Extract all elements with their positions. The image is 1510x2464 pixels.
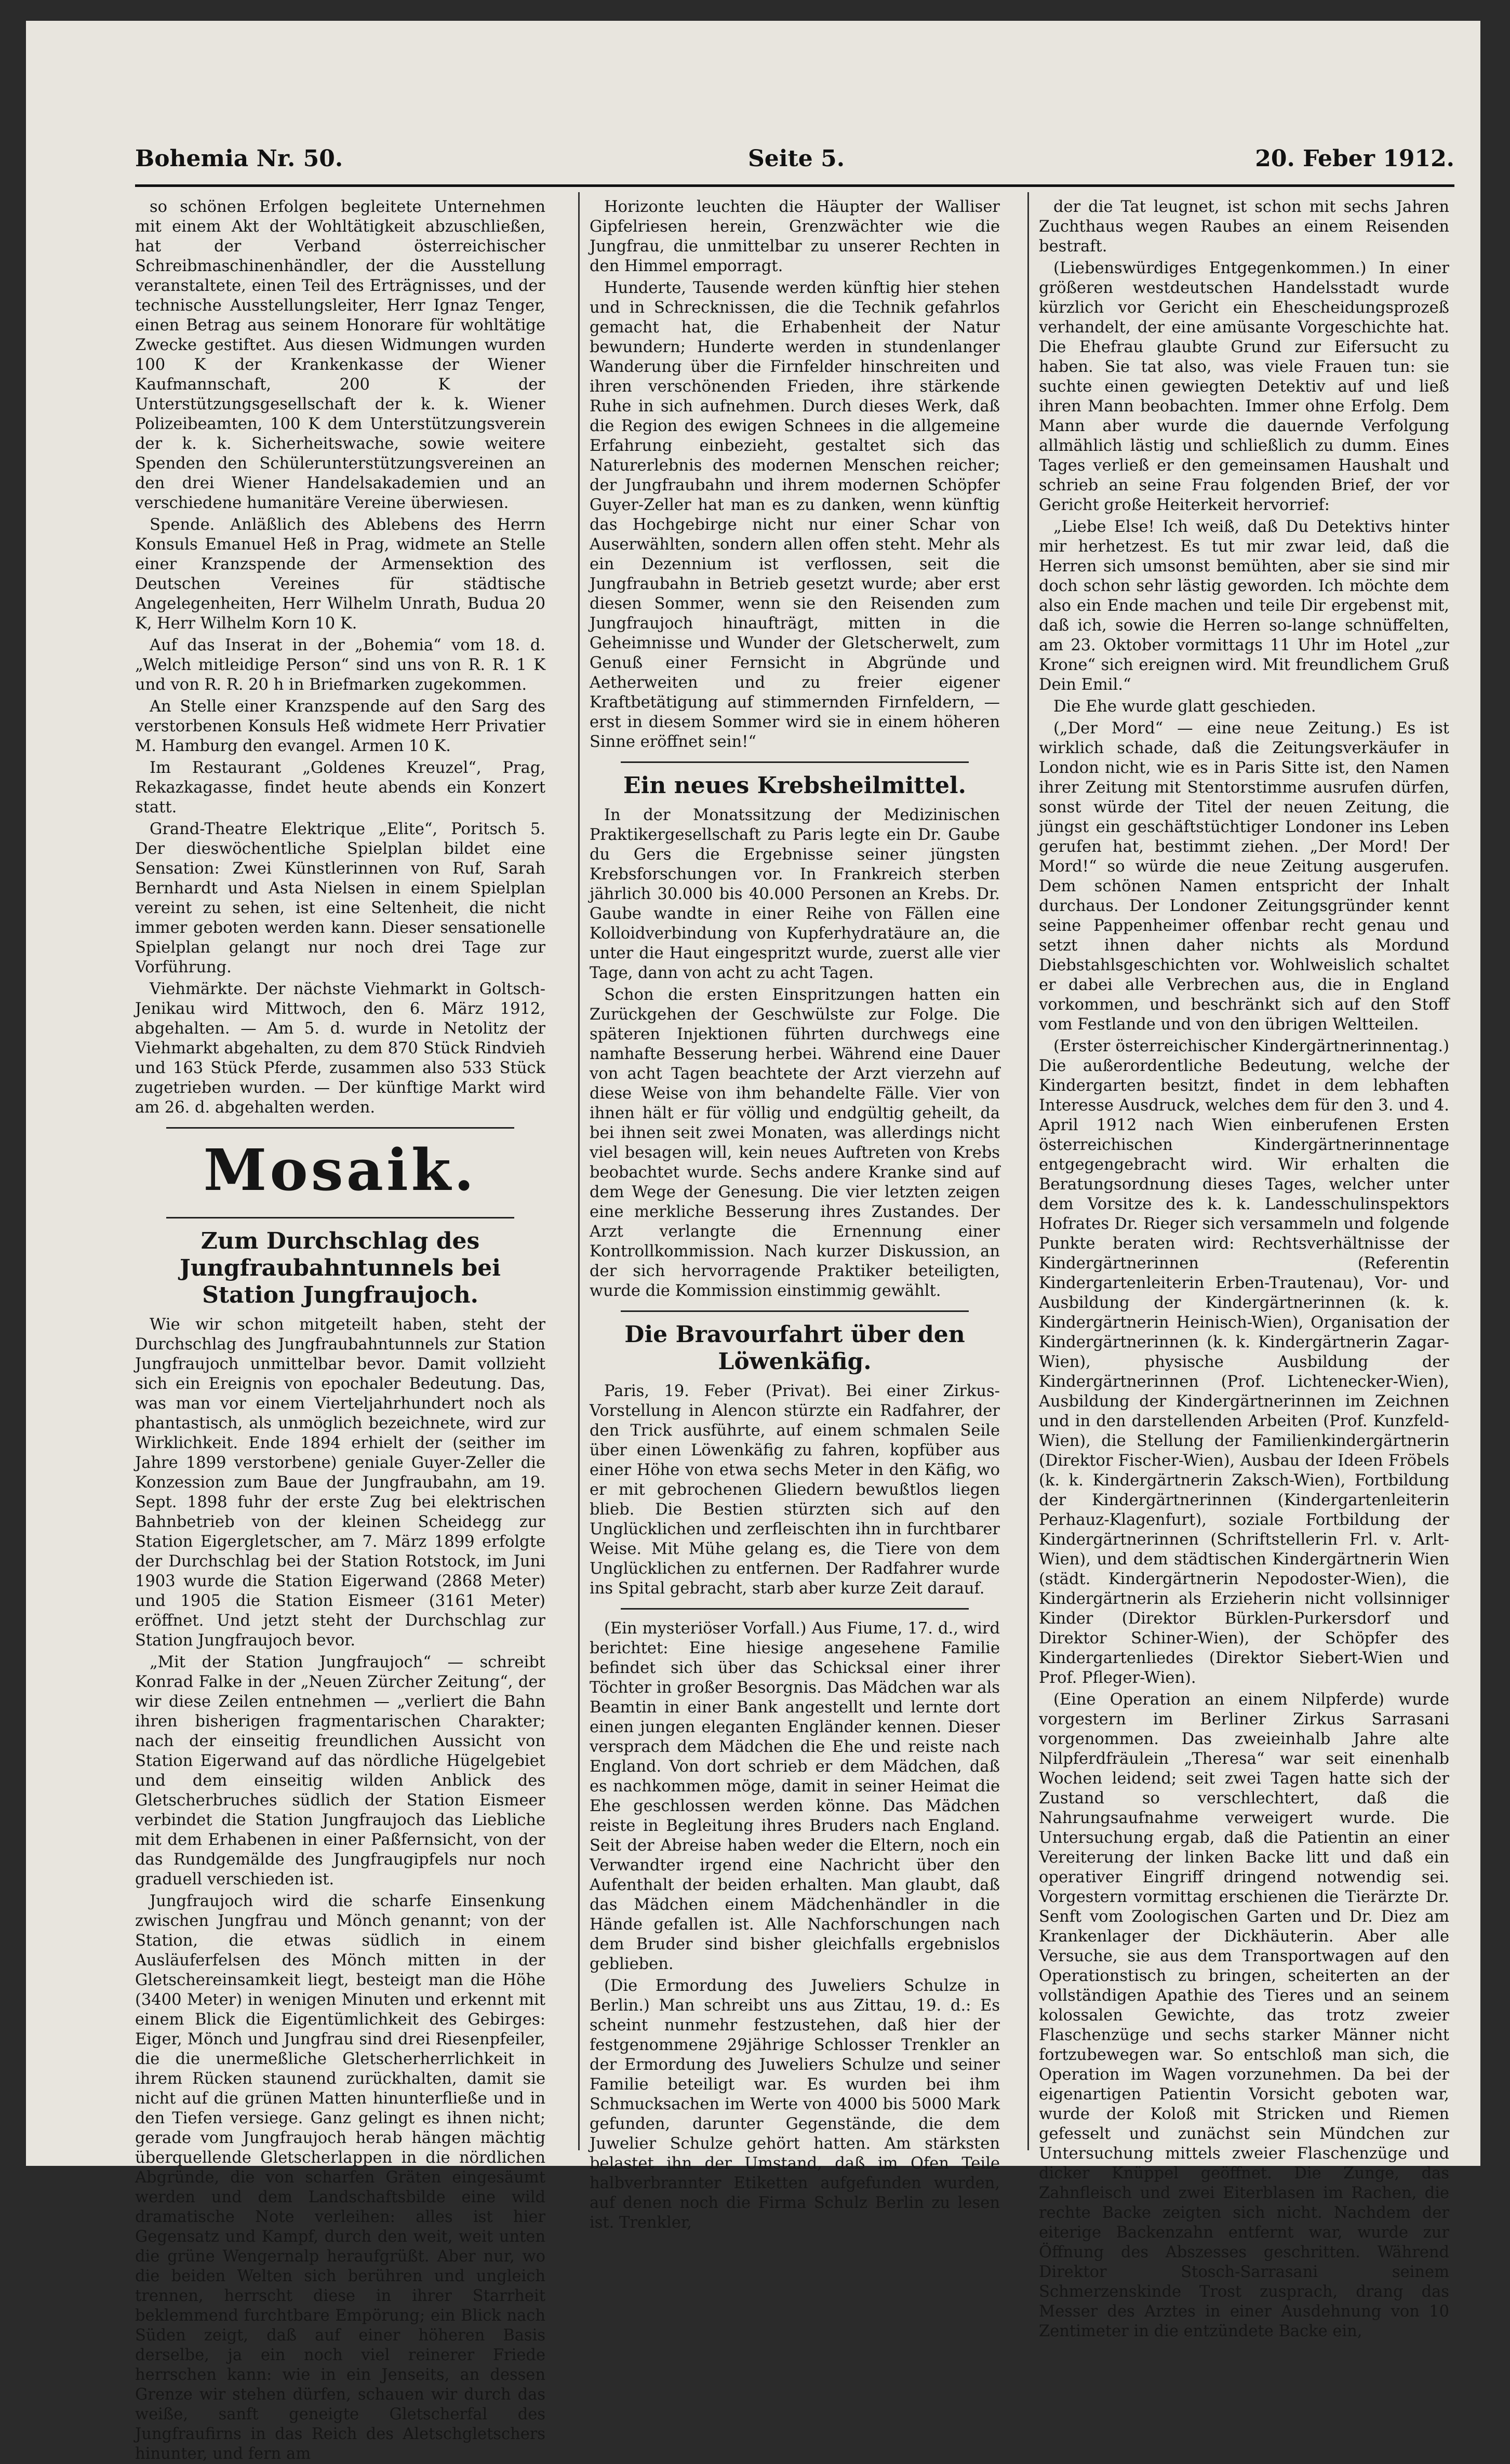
article-paragraph: „Liebe Else! Ich weiß, daß Du Detektivs hinter mir herhetzest. Es tut mir zwar leid, daß die Herren sich umsonst bemühten, aber sie sind mir doch schon sehr lästig geworden. Ich möchte dem also ein Ende machen und teile Dir ergebenst mit, daß ich, sowie die Herren so-lange schnüffelten, am 23. Oktober vormittags 11 Uhr im Hotel „zur Krone“ sich ereignen wird. Mit freundlichem Gruß Dein Emil.“ <box>1039 518 1449 694</box>
article-paragraph: (Erster österreichischer Kindergärtnerinnentag.) Die außerordentliche Bedeutung, welche der Kindergarten besitzt, findet in dem lebhaften Interesse Ausdruck, welches dem für den 3. und 4. April 1912 nach Wien einberufenen Ersten österreichischen Kindergärtnerinnentage entgegengebracht wird. Wir erhalten die Beratungsordnung dieses Tages, welcher unter dem Vorsitze des k. k. Landesschulinspektors Hofrates Dr. Rieger sich versammeln und folgende Punkte beraten wird: Rechtsverhältnisse der Kindergärtnerinnen (Referentin Kindergartenleiterin Erben-Trautenau), Vor- und Ausbildung der Kindergärtnerinnen (k. k. Kindergärtnerin Heinisch-Wien), Organisation der Kindergärtnerinnen (k. k. Kindergärtnerin Zagar-Wien), physische Ausbildung der Kindergärtnerinnen (Prof. Lichtenecker-Wien), Ausbildung der Kindergärtnerinnen im Zeichnen und in den darstellenden Arbeiten (Prof. Kunzfeld-Wien), die Stellung der Familienkindergärtnerin (Direktor Fischer-Wien), Ausbau der Ideen Fröbels (k. k. Kindergärtnerin Zaksch-Wien), Fortbildung der Kindergärtnerinnen (Kindergartenleiterin Perhauz-Klagenfurt), soziale Fortbildung der Kindergärtnerinnen (Schriftstellerin Frl. v. Arlt-Wien), und dem städtischen Kindergärtnerin Wien (städt. Kindergärtnerin Nepodoster-Wien), die Kindergärtnerin als Erzieherin nicht vollsinniger Kinder (Direktor Bürklen-Purkersdorf und Direktor Schiner-Wien), der Schöpfer des Kindergartenliedes (Direktor Siebert-Wien und Prof. Pfleger-Wien). <box>1039 1037 1449 1687</box>
section-separator <box>621 761 969 763</box>
page-number: Seite 5. <box>748 145 845 172</box>
section-separator <box>166 1127 514 1129</box>
article-paragraph: Schon die ersten Einspritzungen hatten ein Zurückgehen der Geschwülste zur Folge. Die späteren Injektionen führten durchwegs eine namhafte Besserung herbei. Während eine Dauer von acht Tagen beachtete der Arzt vierzehn auf diese Weise von ihm behandelte Fälle. Vier von ihnen hält er für völlig und endgültig geheilt, da bei ihnen seit zwei Monaten, was allerdings nicht viel besagen will, kein neues Auftreten von Krebs beobachtet wurde. Sechs andere Kranke sind auf dem Wege der Genesung. Die vier letzten zeigen eine merkliche Besserung ihres Zustandes. Der Arzt verlangte die Ernennung einer Kontrollkommission. Nach kurzer Diskussion, an der sich hervorragende Praktiker beteiligten, wurde die Kommission einstimmig gewählt. <box>590 986 1000 1300</box>
column-3 <box>1039 197 1449 2340</box>
masthead-issue: Bohemia Nr. 50. <box>135 145 343 172</box>
article-paragraph: In der Monatssitzung der Medizinischen Praktikergesellschaft zu Paris legte ein Dr. Gaube du Gers die Ergebnisse seiner jüngsten Krebsforschungen vor. In Frankreich sterben jährlich 30.000 bis 40.000 Personen an Krebs. Dr. Gaube wandte in einer Reihe von Fällen eine Kolloidverbindung von Kupferhydratäure an, die unter die Haut eingespritzt wurde, zuerst alle vier Tage, dann von acht zu acht Tagen. <box>590 806 1000 982</box>
article-paragraph: Viehmärkte. Der nächste Viehmarkt in Goltsch-Jenikau wird Mittwoch, den 6. März 1912, abgehalten. — Am 5. d. wurde in Netolitz der Viehmarkt abgehalten, zu dem 870 Stück Rindvieh und 163 Stück Pferde, zusammen also 533 Stück zugetrieben wurden. — Der künftige Markt wird am 26. d. abgehalten werden. <box>135 980 545 1117</box>
section-title-mosaik: Mosaik. <box>203 1136 477 1203</box>
headline-bravourfahrt: Die Bravourfahrt über den Löwenkäfig. <box>624 1321 965 1375</box>
article-paragraph: Hunderte, Tausende werden künftig hier stehen und in Schrecknissen, die die Technik gefahrlos gemacht hat, die Erhabenheit der Natur bewundern; Hunderte werden in stundenlanger Wanderung über die Firnfelder hinschreiten und ihren verschönenden Frieden, ihre stärkende Ruhe in sich aufnehmen. Durch dieses Werk, daß die Region des ewigen Schnees in die allgemeine Erfahrung einbezieht, gestaltet sich das Naturerlebnis des modernen Menschen reicher; der Jungfraubahn und ihrem modernen Schöpfer Guyer-Zeller hat man es zu danken, wenn künftig das Hochgebirge nicht nur einer Schar von Auserwählten, sondern allen offen steht. Mehr als ein Dezennium ist verflossen, seit die Jungfraubahn in Betrieb gesetzt wurde; aber erst diesen Sommer, wenn sie den Reisenden zum Jungfraujoch hinaufträgt, mitten in die Geheimnisse und Wunder der Gletscherwelt, zum Genuß einer Fernsicht in Abgründe und Aetherweiten und zu freier eigener Kraftbetätigung auf stimmernden Firnfeldern, — erst in diesem Sommer wird sie in einem höheren Sinne eröffnet sein!“ <box>590 279 1000 751</box>
article-paragraph: Paris, 19. Feber (Privat). Bei einer Zirkus-Vorstellung in Alencon stürzte ein Radfahrer, der den Trick ausführte, auf einem schmalen Seile über einen Löwenkäfig zu fahren, kopfüber aus einer Höhe von etwa sechs Meter in den Käfig, wo er mit gebrochenen Gliedern bewußtlos liegen blieb. Die Bestien stürzten sich auf den Unglücklichen und zerfleischten ihn in furchtbarer Weise. Mit Mühe gelang es, die Tiere von dem Unglücklichen zu entfernen. Der Radfahrer wurde ins Spital gebracht, starb aber kurze Zeit darauf. <box>590 1382 1000 1598</box>
column-divider <box>578 192 580 2150</box>
article-paragraph: Spende. Anläßlich des Ablebens des Herrn Konsuls Emanuel Heß in Prag, widmete an Stelle einer Kranzspende der Armensektion des Deutschen Vereines für städtische Angelegenheiten, Herr Wilhelm Unrath, Budua 20 K, Herr Wilhelm Korn 10 K. <box>135 516 545 633</box>
article-paragraph: (Liebenswürdiges Entgegenkommen.) In einer größeren westdeutschen Handelsstadt wurde kürzlich vor Gericht ein Ehescheidungsprozeß verhandelt, der eine amüsante Vorgeschichte hat. Die Ehefrau glaubte Grund zur Eifersucht zu haben. Sie tat also, was viele Frauen tun: sie suchte einen gewiegten Detektiv auf und ließ ihren Mann beobachten. Immer ohne Erfolg. Dem Mann aber wurde die dauernde Verfolgung allmählich lästig und schließlich zu dumm. Eines Tages verließ er den gemeinsamen Haushalt und schrieb an seine Frau folgenden Brief, der vor Gericht große Heiterkeit hervorrief: <box>1039 259 1449 514</box>
article-paragraph: Wie wir schon mitgeteilt haben, steht der Durchschlag des Jungfraubahntunnels zur Station Jungfraujoch unmittelbar bevor. Damit vollzieht sich ein Ereignis von epochaler Bedeutung. Das, was man vor einem Vierteljahrhundert noch als phantastisch, als unmöglich bezeichnete, wird zur Wirklichkeit. Ende 1894 erhielt der (seither im Jahre 1899 verstorbene) geniale Guyer-Zeller die Konzession zum Baue der Jungfraubahn, am 19. Sept. 1898 fuhr der erste Zug bei elektrischen Bahnbetrieb von der kleinen Scheidegg zur Station Eigergletscher, am 7. März 1899 erfolgte der Durchschlag bei der Station Rotstock, im Juni 1903 wurde die Station Eigerwand (2868 Meter) und 1905 die Station Eismeer (3161 Meter) eröffnet. Und jetzt steht der Durchschlag zur Station Jungfraujoch bevor. <box>135 1316 545 1650</box>
article-paragraph: Horizonte leuchten die Häupter der Walliser Gipfelriesen herein, Grenzwächter wie die Jungfrau, die unmittelbar zu unserer Rechten in den Himmel emporragt. <box>590 198 1000 275</box>
article-paragraph: so schönen Erfolgen begleitete Unternehmen mit einem Akt der Wohltätigkeit abzuschließen, hat der Verband österreichischer Schreibmaschinenhändler, der die Ausstellung veranstaltete, einen Teil des Erträgnisses, und der technische Ausstellungsleiter, Herr Ignaz Tenger, einen Betrag aus seinem Honorare für wohltätige Zwecke gestiftet. Aus diesen Widmungen wurden 100 K der Krankenkasse der Wiener Kaufmannschaft, 200 K der Unterstützungsgesellschaft der k. k. Wiener Polizeibeamten, 100 K dem Unterstützungsverein der k. k. Sicherheitswache, sowie weitere Spenden den Schülerunterstützungsvereinen an den drei Wiener Handelsakademien und an verschiedene humanitäre Vereine überwiesen. <box>135 198 545 512</box>
article-paragraph: („Der Mord“ — eine neue Zeitung.) Es ist wirklich schade, daß die Zeitungsverkäufer in London nicht, wie es in Paris Sitte ist, den Namen ihrer Zeitung mit Stentorstimme ausrufen dürfen, sonst würde der Titel der neuen Zeitung, die jüngst ein geschäftstüchtiger Londoner ins Leben gerufen hat, bestimmt ziehen. „Der Mord! Der Mord!“ so würde die neue Zeitung ausgerufen. Dem schönen Namen entspricht der Inhalt durchaus. Der Londoner Zeitungsgründer kennt seine Pappenheimer offenbar recht genau und setzt ihnen daher nichts als Mordund Diebstahlsgeschichten vor. Wohlweislich schaltet er dabei alle Verbrechen aus, die in England vorkommen, und beschränkt sich auf den Stoff vom Festlande und von den übrigen Weltteilen. <box>1039 719 1449 1034</box>
article-paragraph: der die Tat leugnet, ist schon mit sechs Jahren Zuchthaus wegen Raubes an einem Reisenden bestraft. <box>1039 198 1449 256</box>
article-paragraph: Jungfraujoch wird die scharfe Einsenkung zwischen Jungfrau und Mönch genannt; von der Station, die etwas südlich in einem Ausläuferfelsen des Mönch mitten in der Gletschereinsamkeit liegt, besteigt man die Höhe (3400 Meter) in wenigen Minuten und erkennt mit einem Blick die Eigentümlichkeit des Gebirges: Eiger, Mönch und Jungfrau sind drei Riesenpfeiler, die die unermeßliche Gletscherherrlichkeit in ihrem Rücken staunend zurückhalten, damit sie nicht auf die grünen Matten hinunterfließe und in den Tiefen versiege. Ganz gelingt es ihnen nicht; gerade vom Jungfraujoch herab hängen mächtig überquellende Gletscherlappen in die nördlichen Abgründe, die von scharfen Gräten eingesäumt werden und dem Landschaftsbilde eine wild dramatische Note verleihen: alles ist hier Gegensatz und Kampf, durch den weit, weit unten die grüne Wengernalp heraufgrüßt. Aber nur, wo die beiden Welten sich berühren und ungleich trennen, herrscht diese in ihrer Starrheit beklemmend furchtbare Empörung; ein Blick nach Süden zeigt, daß auf einer höheren Basis derselbe, ja ein noch viel reinerer Friede herrschen kann: wie in ein Jenseits, an dessen Grenze wir stehen dürfen, schauen wir durch das weiße, sanft geneigte Gletscherfal des Jungfraufirns in das Reich des Aletschgletschers hinunter, und fern am <box>135 1892 545 2463</box>
article-paragraph: Auf das Inserat in der „Bohemia“ vom 18. d. „Welch mitleidige Person“ sind uns von R. R. 1 K und von R. R. 20 h in Briefmarken zugekommen. <box>135 636 545 694</box>
article-paragraph: „Mit der Station Jungfraujoch“ — schreibt Konrad Falke in der „Neuen Zürcher Zeitung“, der wir diese Zeilen entnehmen — „verliert die Bahn ihren bisherigen fragmentarischen Charakter; nach der einseitig freundlichen Aussicht von Station Eigerwand auf das nördliche Hügelgebiet und dem einseitig wilden Anblick des Gletscherbruches südlich der Station Eismeer verbindet die Station Jungfraujoch das Liebliche mit dem Erhabenen in einer Paßfernsicht, von der das Rundgemälde des Jungfraugipfels nur noch graduell verschieden ist. <box>135 1653 545 1889</box>
article-paragraph: (Ein mysteriöser Vorfall.) Aus Fiume, 17. d., wird berichtet: Eine hiesige angesehene Familie befindet sich über das Schicksal einer ihrer Töchter in großer Besorgnis. Das Mädchen war als Beamtin in einer Bank angestellt und lernte dort einen jungen eleganten Engländer kennen. Dieser versprach dem Mädchen die Ehe und reiste nach England. Von dort schrieb er dem Mädchen, daß es nachkommen möge, damit in seiner Heimat die Ehe geschlossen werden könne. Das Mädchen reiste in Begleitung ihres Bruders nach England. Seit der Abreise haben weder die Eltern, noch ein Verwandter irgend eine Nachricht über den Aufenthalt der beiden erhalten. Man glaubt, daß das Mädchen einem Mädchenhändler in die Hände gefallen ist. Alle Nachforschungen nach dem Bruder sind bisher gleichfalls ergebnislos geblieben. <box>590 1619 1000 1973</box>
section-separator <box>621 1608 969 1610</box>
page-header <box>135 145 1454 182</box>
article-paragraph: (Eine Operation an einem Nilpferde) wurde vorgestern im Berliner Zirkus Sarrasani vorgenommen. Das zweieinhalb Jahre alte Nilpferdfräulein „Theresa“ war seit einenhalb Wochen leidend; seit zwei Tagen hatte sich der Zustand so verschlechtert, daß die Nahrungsaufnahme verweigert wurde. Die Untersuchung ergab, daß die Patientin an einer Vereiterung der linken Backe litt und daß ein operativer Eingriff dringend notwendig sei. Vorgestern vormittag erschienen die Tierärzte Dr. Senft vom Zoologischen Garten und Dr. Diez am Krankenlager der Dickhäuterin. Aber alle Versuche, sie aus dem Transportwagen auf den Operationstisch zu bringen, scheiterten an der vollständigen Apathie des Tieres und an seinem kolossalen Gewichte, das trotz zweier Flaschenzüge und sechs starker Männer nicht fortzubewegen war. So entschloß man sich, die Operation im Wagen vorzunehmen. Da bei der eigenartigen Patientin Vorsicht geboten war, wurde der Koloß mit Stricken und Riemen gefesselt und zunächst sein Mündchen zur Untersuchung mittels zweier Flaschenzüge und dicker Knüppel geöffnet. Die Zunge, das Zahnfleisch und zwei Eiterblasen im Rachen, die rechte Backe zeigten sich nicht. Nachdem der eiterige Backenzahn entfernt war, wurde zur Öffnung des Abszesses geschritten. Während Direktor Stosch-Sarrasani seinem Schmerzenskinde Trost zusprach, drang das Messer des Arztes in einer Ausdehnung von 10 Zentimeter in die entzündete Backe ein, <box>1039 1691 1449 2340</box>
article-paragraph: An Stelle einer Kranzspende auf den Sarg des verstorbenen Konsuls Heß widmete Herr Privatier M. Hamburg den evangel. Armen 10 K. <box>135 698 545 755</box>
article-paragraph: Die Ehe wurde glatt geschieden. <box>1053 698 1316 716</box>
section-separator <box>166 1217 514 1218</box>
article-paragraph: Grand-Theatre Elektrique „Elite“, Poritsch 5. Der dieswöchentliche Spielplan bildet eine Sensation: Zwei Künstlerinnen von Ruf, Sarah Bernhardt und Asta Nielsen in einem Spielplan vereint zu sehen, ist eine Seltenheit, die nicht immer geboten werden kann. Dieser sensationelle Spielplan gelangt nur noch drei Tage zur Vorführung. <box>135 820 545 976</box>
headline-jungfrau: Zum Durchschlag des Jungfraubahntunnels bei Station Jungfraujoch. <box>180 1228 501 1308</box>
column-2 <box>590 197 1000 2232</box>
article-paragraph: (Die Ermordung des Juweliers Schulze in Berlin.) Man schreibt uns aus Zittau, 19. d.: Es scheint nunmehr festzustehen, daß hier der festgenommene 29jährige Schlosser Trenkler an der Ermordung des Juweliers Schulze und seiner Familie beteiligt war. Es wurden bei ihm Schmucksachen im Werte von 4000 bis 5000 Mark gefunden, darunter Gegenstände, die dem Juwelier Schulze gehört hatten. Am stärksten belastet ihn der Umstand, daß im Ofen Teile halbverbrannter Etiketten aufgefunden wurden, auf denen noch die Firma Schulz Berlin zu lesen ist. Trenkler, <box>590 1977 1000 2232</box>
issue-date: 20. Feber 1912. <box>1255 145 1454 172</box>
column-divider <box>1027 192 1029 2150</box>
column-1 <box>135 197 545 2463</box>
header-rule <box>135 184 1454 187</box>
headline-krebsheilmittel: Ein neues Krebsheilmittel. <box>623 772 966 799</box>
article-paragraph: Im Restaurant „Goldenes Kreuzel“, Prag, Rekazkagasse, findet heute abends ein Konzert statt. <box>135 759 545 816</box>
section-separator <box>621 1310 969 1312</box>
newspaper-page <box>26 21 1480 2463</box>
